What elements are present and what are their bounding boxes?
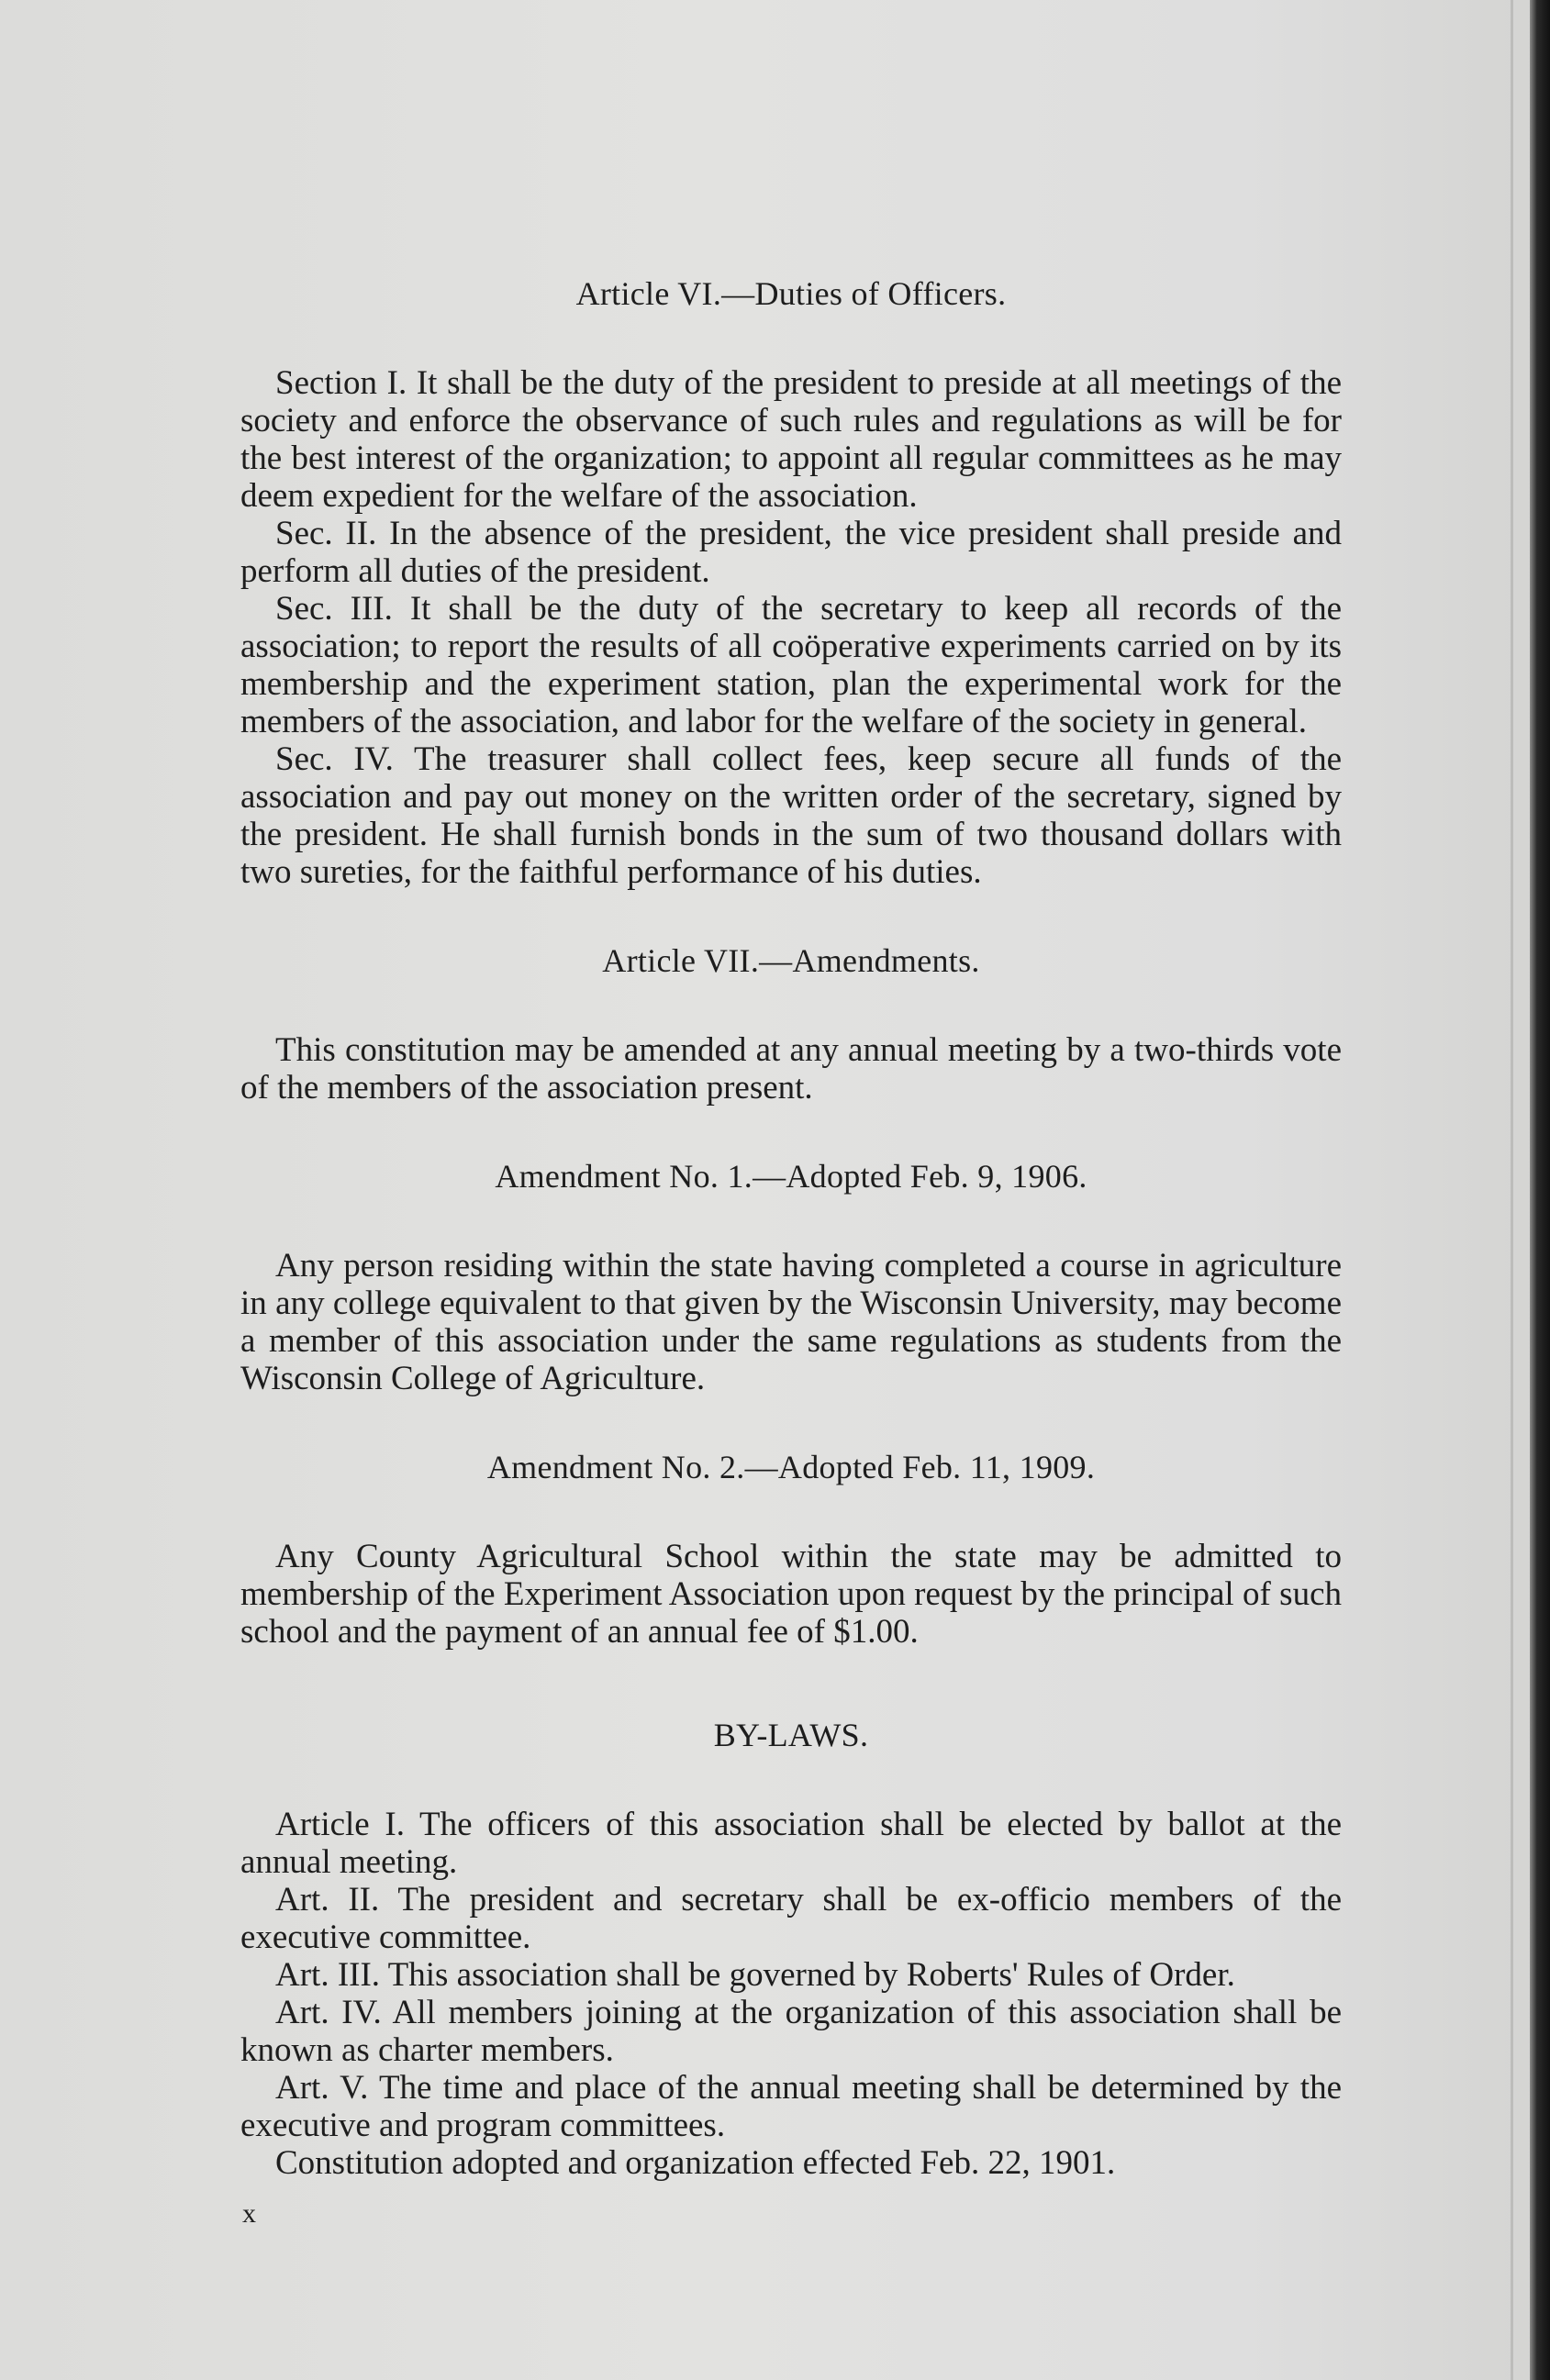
bylaws-heading: BY-LAWS. bbox=[713, 1717, 869, 1753]
page-number: x bbox=[242, 2198, 256, 2229]
article-6-section-3: Sec. III. It shall be the duty of the secretary to keep all records of the association; to report the results of all coöperative experiments carried on by its membership and the experiment station, plan the experimental work for the members of the association, and labor for the welfare of the society in general. bbox=[240, 590, 1342, 740]
page-content bbox=[240, 275, 1342, 2232]
article-7-text: This constitution may be amended at any annual meeting by a two-thirds vote of the members of the association present. bbox=[240, 1031, 1342, 1107]
article-6-section-4: Sec. IV. The treasurer shall collect fees, keep secure all funds of the association and pay out money on the written order of the secretary, signed by the president. He shall furnish bonds in the sum of two thousand dollars with two sureties, for the faithful performance of his duties. bbox=[240, 740, 1342, 891]
article-7-heading: Article VII.—Amendments. bbox=[602, 942, 980, 979]
page-edge-line bbox=[1511, 0, 1513, 2380]
bylaw-article-5: Art. V. The time and place of the annual meeting shall be determined by the executive and program committees. bbox=[240, 2069, 1342, 2144]
book-spine-shadow bbox=[1530, 0, 1550, 2380]
amendment-2-text: Any County Agricultural School within the state may be admitted to membership of the Experiment Association upon request by the principal of such school and the payment of an annual fee of $1.00. bbox=[240, 1538, 1342, 1651]
amendment-2-heading: Amendment No. 2.—Adopted Feb. 11, 1909. bbox=[486, 1449, 1096, 1485]
article-6-section-1: Section I. It shall be the duty of the president to preside at all meetings of the society and enforce the observance of such rules and regulations as will be for the best interest of the organization; to appoint all regular committees as he may deem expedient for the welfare of the association. bbox=[240, 364, 1342, 515]
bylaw-article-4: Art. IV. All members joining at the organization of this association shall be known as charter members. bbox=[240, 1994, 1342, 2069]
bylaw-article-3: Art. III. This association shall be governed by Roberts' Rules of Order. bbox=[275, 1956, 1235, 1994]
article-6-section-2: Sec. II. In the absence of the president, the vice president shall preside and perform all duties of the president. bbox=[240, 515, 1342, 590]
article-6-heading: Article VI.—Duties of Officers. bbox=[575, 275, 1007, 312]
amendment-1-heading: Amendment No. 1.—Adopted Feb. 9, 1906. bbox=[495, 1158, 1087, 1195]
amendment-1-text: Any person residing within the state having completed a course in agriculture in any college equivalent to that given by the Wisconsin University, may become a member of this association under the same regulations as students from the Wisconsin College of Agriculture. bbox=[240, 1247, 1342, 1397]
bylaw-article-2: Art. II. The president and secretary shall be ex-officio members of the executive committee. bbox=[240, 1881, 1342, 1956]
bylaw-article-1: Article I. The officers of this association shall be elected by ballot at the annual meeting. bbox=[240, 1806, 1342, 1881]
constitution-adoption-note: Constitution adopted and organization effected Feb. 22, 1901. bbox=[275, 2144, 1116, 2182]
